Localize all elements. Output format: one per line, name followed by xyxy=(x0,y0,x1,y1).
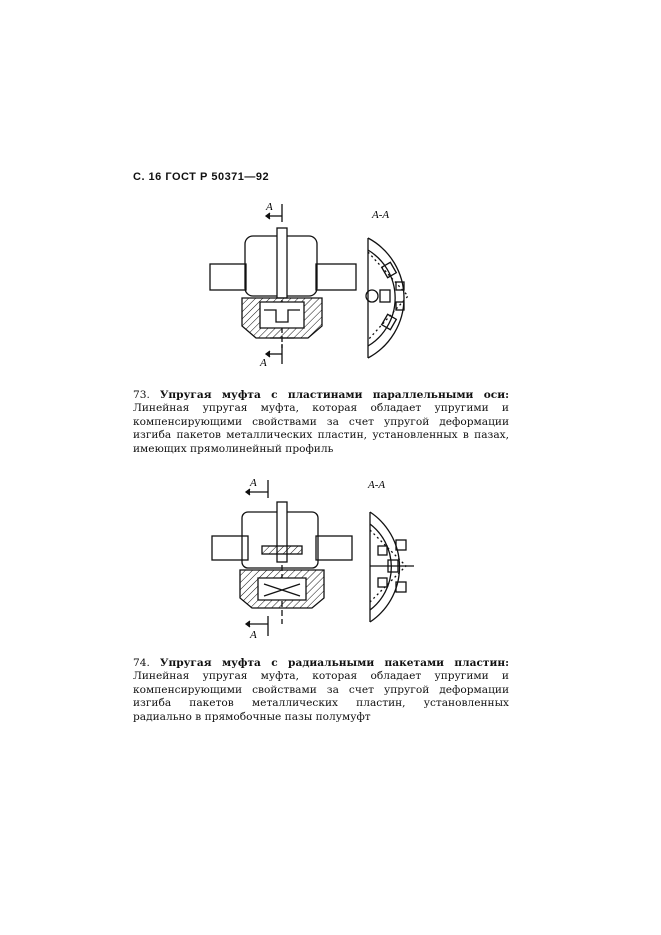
item-74-definition: Линейная упругая муфта, которая обладает упругими и компенсирующими свойствами за счет упругой деформации изгиба пакетов металлических пластин, установленных радиально в прямобочные пазы полумуфт xyxy=(133,670,509,723)
figure-73-label-a-top: A xyxy=(266,201,273,213)
figure-73-section-label: A-A xyxy=(372,209,390,221)
page-header: С. 16 ГОСТ Р 50371—92 xyxy=(133,171,270,183)
item-73-term: Упругая муфта с пластинами параллельными оси: xyxy=(159,389,509,401)
figure-74 xyxy=(200,474,450,642)
figure-73 xyxy=(200,198,450,368)
item-73-definition: Линейная упругая муфта, которая обладает упругими и компенсирующими свойствами за счет упругой деформации изгиба пакетов металлических пластин, установленных в пазах, имеющих прямолинейный профиль xyxy=(133,402,509,455)
figure-73-drawing xyxy=(200,198,450,368)
item-73 xyxy=(133,389,509,456)
figure-73-label-a-bottom: A xyxy=(260,357,267,368)
item-74 xyxy=(133,657,509,724)
figure-74-label-a-bottom: A xyxy=(250,629,257,641)
item-74-number: 74. xyxy=(133,657,150,669)
item-73-number: 73. xyxy=(133,389,150,401)
figure-74-section-label: A-A xyxy=(368,479,386,491)
figure-74-drawing xyxy=(200,474,450,642)
figure-74-label-a-top: A xyxy=(250,477,257,489)
item-74-term: Упругая муфта с радиальными пакетами пластин: xyxy=(159,657,509,669)
